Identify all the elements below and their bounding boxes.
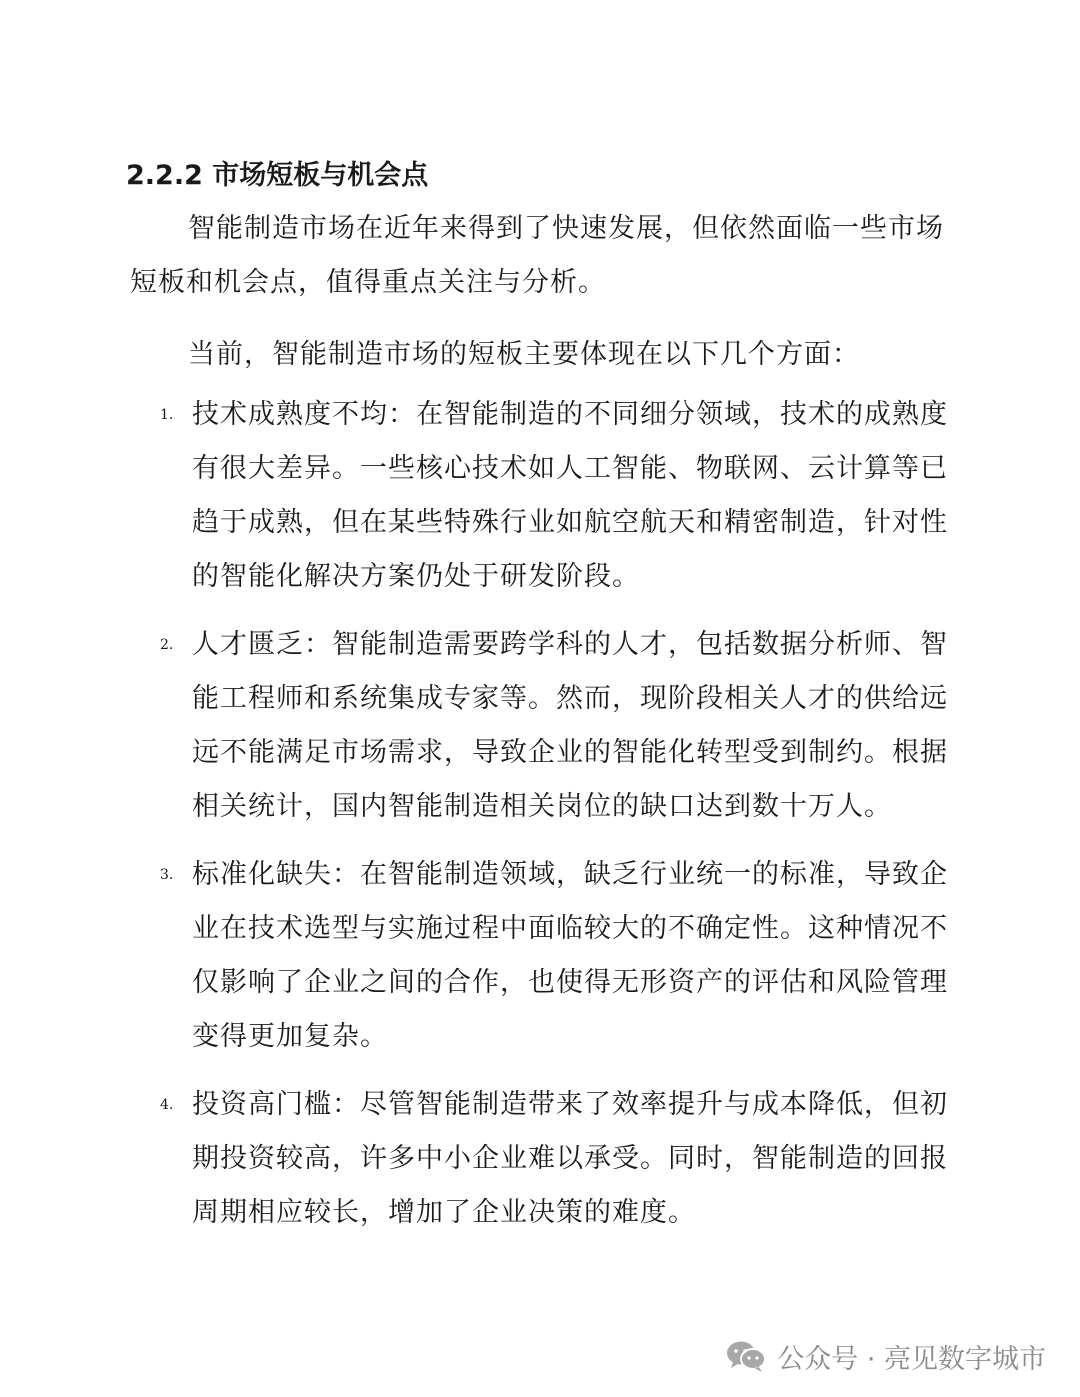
list-item-text: 投资高门槛：尽管智能制造带来了效率提升与成本降低，但初期投资较高，许多中小企业难以承受。同时，智能制造的回报周期相应较长，增加了企业决策的难度。	[192, 1089, 948, 1228]
list-item-text: 标准化缺失：在智能制造领域，缺乏行业统一的标准，导致企业在技术选型与实施过程中面临较大的不确定性。这种情况不仅影响了企业之间的合作，也使得无形资产的评估和风险管理变得更加复杂。	[192, 859, 948, 1052]
section-heading: 2.2.2 市场短板与机会点	[126, 160, 429, 191]
list-item-number: 3.	[160, 867, 174, 883]
lead-paragraph: 当前，智能制造市场的短板主要体现在以下几个方面：	[188, 339, 860, 370]
intro-paragraph: 智能制造市场在近年来得到了快速发展，但依然面临一些市场短板和机会点，值得重点关注与分析。	[130, 213, 944, 298]
list-item-number: 4.	[160, 1097, 174, 1113]
list-item	[160, 848, 960, 1064]
list-item-text: 技术成熟度不均：在智能制造的不同细分领域，技术的成熟度有很大差异。一些核心技术如人工智能、物联网、云计算等已趋于成熟，但在某些特殊行业如航空航天和精密制造，针对性的智能化解决方案仍处于研发阶段。	[192, 399, 948, 592]
watermark-text: 公众号 · 亮见数字城市	[777, 1343, 1046, 1375]
watermark	[725, 1336, 1046, 1376]
wechat-icon	[725, 1339, 767, 1373]
list-item-number: 1.	[160, 407, 174, 423]
list-item	[160, 1078, 960, 1240]
list-item-number: 2.	[160, 637, 174, 653]
list-item	[160, 388, 960, 604]
list-item-text: 人才匮乏：智能制造需要跨学科的人才，包括数据分析师、智能工程师和系统集成专家等。然而，现阶段相关人才的供给远远不能满足市场需求，导致企业的智能化转型受到制约。根据相关统计，国内智能制造相关岗位的缺口达到数十万人。	[192, 629, 948, 822]
list-item	[160, 618, 960, 834]
